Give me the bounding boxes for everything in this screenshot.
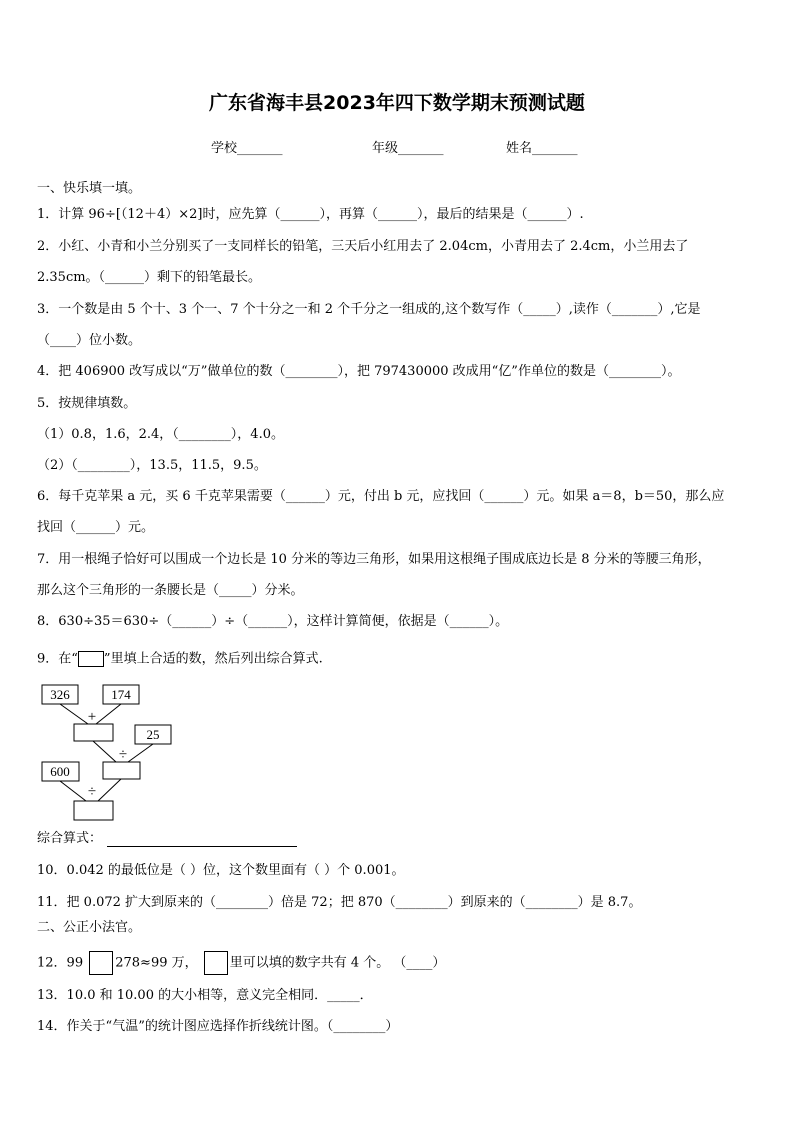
digit-box-icon [89,951,113,975]
question-2-line1: 2．小红、小青和小兰分别买了一支同样长的铅笔，三天后小红用去了 2.04cm，小青用去了 2.4cm，小兰用去了 [37,239,689,254]
question-9-prefix: 9．在“ [37,651,78,667]
question-5-part2: （2）（________），13.5，11.5，9.5。 [37,458,267,473]
school-field[interactable]: 学校_______ [211,141,283,156]
question-12 [37,951,445,975]
question-13: 13．10.0 和 10.00 的大小相等，意义完全相同．_____． [37,988,373,1003]
calculation-diagram [38,682,178,824]
question-10: 10．0.042 的最低位是（ ）位，这个数里面有（ ）个 0.001。 [37,863,405,878]
question-3-line2: （____）位小数。 [37,333,142,348]
answer-box-icon [78,651,104,667]
plus-operator: + [87,709,97,725]
question-4: 4．把 406900 改写成以“万”做单位的数（________），把 797430000 改成用“亿”作单位的数是（________）。 [37,364,681,379]
question-3-line1: 3．一个数是由 5 个十、3 个一、7 个十分之一和 2 个千分之一组成的,这个数写作（_____）,读作（_______）,它是 [37,302,701,317]
digit-box-icon [204,951,228,975]
question-9 [37,651,323,668]
question-9-suffix: ”里填上合适的数，然后列出综合算式. [103,651,323,667]
formula-label: 综合算式： [37,831,103,846]
divide-operator-2: ÷ [87,784,97,800]
diagram-number-25: 25 [146,727,160,742]
diagram-number-600: 600 [50,764,70,779]
diagram-number-326: 326 [50,687,70,702]
diagram-number-174: 174 [111,687,131,702]
question-2-line2: 2.35cm。（______）剩下的铅笔最长。 [37,270,262,285]
question-7-line2: 那么这个三角形的一条腰长是（_____）分米。 [37,583,304,598]
question-12-part-a: 12．99 [37,955,84,971]
divide-operator-1: ÷ [118,747,128,763]
question-12-part-c: 里可以填的数字共有 4 个。 （____） [229,955,446,971]
name-field[interactable]: 姓名_______ [506,141,578,156]
question-12-part-b: 278≈99 万， [115,955,198,971]
question-8: 8．630÷35＝630÷（______）÷（______），这样计算简便，依据是（______）。 [37,614,509,629]
question-6-line1: 6．每千克苹果 a 元，买 6 千克苹果需要（______）元，付出 b 元，应找回（______）元。如果 a＝8，b＝50，那么应 [37,489,725,504]
question-6-line2: 找回（______）元。 [37,520,155,535]
section-1-heading: 一、快乐填一填。 [37,181,142,196]
grade-field[interactable]: 年级_______ [372,141,444,156]
question-7-line1: 7．用一根绳子恰好可以围成一个边长是 10 分米的等边三角形，如果用这根绳子围成底边长是 8 分米的等腰三角形， [37,552,711,567]
page-title: 广东省海丰县2023年四下数学期末预测试题 [209,92,585,114]
section-2-heading: 二、公正小法官。 [37,920,142,935]
question-5: 5．按规律填数。 [37,396,137,411]
question-1: 1．计算 96÷[（12＋4）×2]时，应先算（______），再算（______），最后的结果是（______）. [37,207,584,222]
question-11: 11．把 0.072 扩大到原来的（________）倍是 72；把 870（________）到原来的（________）是 8.7。 [37,895,642,910]
formula-answer-line[interactable] [107,846,297,847]
question-14: 14．作关于“气温”的统计图应选择作折线统计图。（________） [37,1019,399,1034]
question-5-part1: （1）0.8，1.6，2.4，（________），4.0。 [37,427,284,442]
